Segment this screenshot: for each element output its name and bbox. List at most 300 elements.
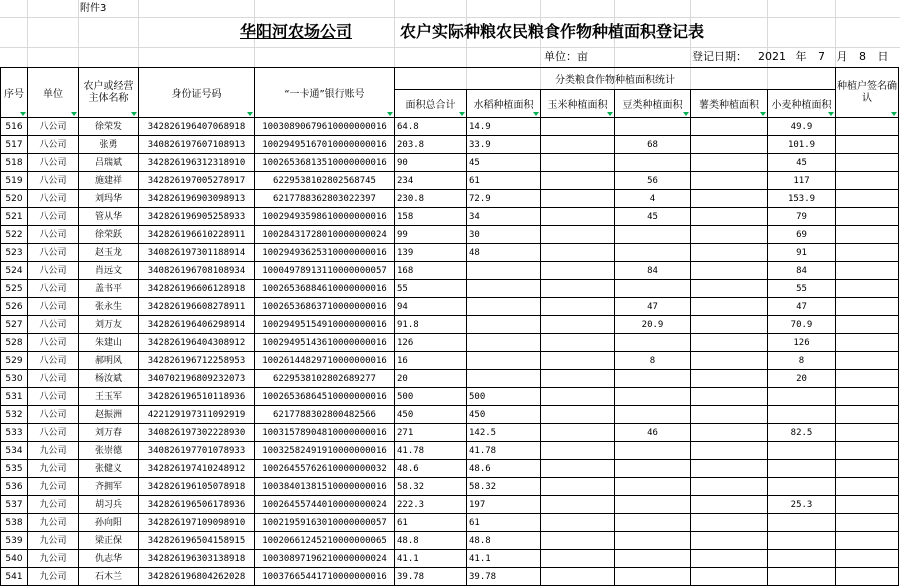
cell-wheat[interactable]: 20 [768,370,836,388]
cell-account[interactable]: 10030890679610000000016 [255,118,395,136]
cell-potato[interactable] [691,244,768,262]
cell-rice[interactable]: 197 [467,496,541,514]
filter-arrow-icon[interactable] [387,112,393,116]
cell-total[interactable]: 20 [395,370,467,388]
cell-corn[interactable] [541,280,615,298]
cell-wheat[interactable]: 45 [768,154,836,172]
cell-seq[interactable]: 535 [1,460,28,478]
cell-rice[interactable] [467,334,541,352]
cell-rice[interactable]: 30 [467,226,541,244]
cell-unit[interactable]: 八公司 [28,190,79,208]
cell-corn[interactable] [541,298,615,316]
cell-sign[interactable] [836,406,899,424]
cell-account[interactable]: 10026536864510000000016 [255,388,395,406]
header-unit[interactable]: 单位 [28,68,79,118]
cell-wheat[interactable]: 69 [768,226,836,244]
filter-arrow-icon[interactable] [891,112,897,116]
filter-arrow-icon[interactable] [247,112,253,116]
cell-id[interactable]: 342826197410248912 [139,460,255,478]
cell-seq[interactable]: 538 [1,514,28,532]
cell-sign[interactable] [836,496,899,514]
cell-name[interactable]: 盖书平 [79,280,139,298]
cell-sign[interactable] [836,442,899,460]
cell-potato[interactable] [691,496,768,514]
cell-potato[interactable] [691,334,768,352]
cell-corn[interactable] [541,172,615,190]
cell-bean[interactable] [615,388,691,406]
cell-name[interactable]: 刘万友 [79,316,139,334]
cell-wheat[interactable]: 153.9 [768,190,836,208]
cell-bean[interactable] [615,532,691,550]
cell-unit[interactable]: 八公司 [28,352,79,370]
cell-sign[interactable] [836,262,899,280]
cell-bean[interactable]: 84 [615,262,691,280]
cell-wheat[interactable]: 8 [768,352,836,370]
cell-bean[interactable] [615,226,691,244]
cell-sign[interactable] [836,568,899,586]
cell-wheat[interactable]: 49.9 [768,118,836,136]
cell-id[interactable]: 342826196606128918 [139,280,255,298]
cell-account[interactable]: 6217788362803022397 [255,190,395,208]
cell-id[interactable]: 342826196312318910 [139,154,255,172]
cell-name[interactable]: 齐拥军 [79,478,139,496]
cell-corn[interactable] [541,154,615,172]
cell-total[interactable]: 39.78 [395,568,467,586]
cell-wheat[interactable] [768,442,836,460]
cell-seq[interactable]: 526 [1,298,28,316]
cell-sign[interactable] [836,190,899,208]
cell-sign[interactable] [836,352,899,370]
cell-total[interactable]: 203.8 [395,136,467,154]
cell-seq[interactable]: 539 [1,532,28,550]
header-rice[interactable]: 水稻种植面积 [467,90,541,118]
cell-wheat[interactable] [768,406,836,424]
cell-seq[interactable]: 522 [1,226,28,244]
cell-unit[interactable]: 九公司 [28,550,79,568]
cell-account[interactable]: 10026455762610000000032 [255,460,395,478]
cell-bean[interactable] [615,154,691,172]
cell-sign[interactable] [836,280,899,298]
cell-potato[interactable] [691,550,768,568]
cell-seq[interactable]: 529 [1,352,28,370]
cell-wheat[interactable] [768,460,836,478]
cell-corn[interactable] [541,136,615,154]
cell-account[interactable]: 10031578904810000000016 [255,424,395,442]
cell-account[interactable]: 10029495167010000000016 [255,136,395,154]
cell-account[interactable]: 10028431728010000000024 [255,226,395,244]
cell-bean[interactable] [615,460,691,478]
cell-name[interactable]: 刘万春 [79,424,139,442]
filter-arrow-icon[interactable] [683,112,689,116]
cell-rice[interactable]: 48.8 [467,532,541,550]
cell-name[interactable]: 石木兰 [79,568,139,586]
cell-rice[interactable] [467,280,541,298]
cell-account[interactable]: 10004978913110000000057 [255,262,395,280]
filter-arrow-icon[interactable] [71,112,77,116]
cell-sign[interactable] [836,334,899,352]
cell-id[interactable]: 342826196804262028 [139,568,255,586]
cell-corn[interactable] [541,532,615,550]
cell-rice[interactable]: 39.78 [467,568,541,586]
cell-rice[interactable]: 58.32 [467,478,541,496]
cell-sign[interactable] [836,424,899,442]
cell-account[interactable]: 10026455744010000000024 [255,496,395,514]
cell-total[interactable]: 230.8 [395,190,467,208]
cell-bean[interactable] [615,568,691,586]
cell-bean[interactable] [615,514,691,532]
cell-potato[interactable] [691,190,768,208]
cell-total[interactable]: 234 [395,172,467,190]
cell-total[interactable]: 94 [395,298,467,316]
cell-total[interactable]: 168 [395,262,467,280]
filter-arrow-icon[interactable] [760,112,766,116]
cell-name[interactable]: 肖远文 [79,262,139,280]
cell-wheat[interactable] [768,478,836,496]
cell-name[interactable]: 管从华 [79,208,139,226]
cell-total[interactable]: 222.3 [395,496,467,514]
cell-account[interactable]: 10026536813510000000016 [255,154,395,172]
header-total[interactable]: 面积总合计 [395,90,467,118]
cell-name[interactable]: 孙向阳 [79,514,139,532]
cell-unit[interactable]: 八公司 [28,298,79,316]
cell-id[interactable]: 342826196504158915 [139,532,255,550]
cell-unit[interactable]: 九公司 [28,568,79,586]
cell-account[interactable]: 10032582491910000000016 [255,442,395,460]
cell-wheat[interactable]: 101.9 [768,136,836,154]
cell-corn[interactable] [541,190,615,208]
cell-unit[interactable]: 九公司 [28,496,79,514]
cell-bean[interactable] [615,550,691,568]
cell-name[interactable]: 张崇德 [79,442,139,460]
cell-wheat[interactable] [768,514,836,532]
cell-seq[interactable]: 537 [1,496,28,514]
cell-corn[interactable] [541,424,615,442]
cell-unit[interactable]: 八公司 [28,280,79,298]
cell-corn[interactable] [541,316,615,334]
cell-account[interactable]: 10030897196210000000024 [255,550,395,568]
cell-wheat[interactable]: 25.3 [768,496,836,514]
cell-corn[interactable] [541,352,615,370]
cell-potato[interactable] [691,370,768,388]
cell-rice[interactable]: 14.9 [467,118,541,136]
cell-seq[interactable]: 532 [1,406,28,424]
cell-seq[interactable]: 528 [1,334,28,352]
cell-potato[interactable] [691,226,768,244]
cell-name[interactable]: 杨汝斌 [79,370,139,388]
cell-potato[interactable] [691,424,768,442]
cell-wheat[interactable]: 91 [768,244,836,262]
cell-bean[interactable] [615,406,691,424]
cell-bean[interactable]: 45 [615,208,691,226]
cell-unit[interactable]: 八公司 [28,424,79,442]
cell-potato[interactable] [691,172,768,190]
cell-seq[interactable]: 520 [1,190,28,208]
header-potato[interactable]: 薯类种植面积 [691,90,768,118]
filter-arrow-icon[interactable] [607,112,613,116]
cell-id[interactable]: 342826196105078918 [139,478,255,496]
cell-corn[interactable] [541,568,615,586]
cell-unit[interactable]: 九公司 [28,478,79,496]
cell-rice[interactable]: 41.1 [467,550,541,568]
cell-rice[interactable]: 48.6 [467,460,541,478]
cell-name[interactable]: 张永生 [79,298,139,316]
cell-id[interactable]: 342826196903098913 [139,190,255,208]
cell-sign[interactable] [836,154,899,172]
cell-id[interactable]: 342826196404308912 [139,334,255,352]
cell-id[interactable]: 340702196809232073 [139,370,255,388]
cell-corn[interactable] [541,334,615,352]
cell-account[interactable]: 6217788302800482566 [255,406,395,424]
cell-total[interactable]: 55 [395,280,467,298]
cell-id[interactable]: 342826196905258933 [139,208,255,226]
filter-arrow-icon[interactable] [828,112,834,116]
cell-sign[interactable] [836,478,899,496]
cell-total[interactable]: 90 [395,154,467,172]
cell-rice[interactable]: 33.9 [467,136,541,154]
cell-wheat[interactable]: 47 [768,298,836,316]
cell-total[interactable]: 99 [395,226,467,244]
cell-rice[interactable] [467,352,541,370]
cell-total[interactable]: 450 [395,406,467,424]
cell-seq[interactable]: 527 [1,316,28,334]
cell-sign[interactable] [836,226,899,244]
cell-potato[interactable] [691,478,768,496]
cell-wheat[interactable]: 82.5 [768,424,836,442]
cell-total[interactable]: 41.78 [395,442,467,460]
cell-seq[interactable]: 531 [1,388,28,406]
cell-id[interactable]: 342826196610228911 [139,226,255,244]
cell-name[interactable]: 郝明风 [79,352,139,370]
cell-name[interactable]: 吕瑞斌 [79,154,139,172]
cell-rice[interactable]: 450 [467,406,541,424]
cell-account[interactable]: 10038401381510000000016 [255,478,395,496]
cell-unit[interactable]: 八公司 [28,334,79,352]
cell-bean[interactable] [615,118,691,136]
cell-account[interactable]: 10029493598610000000016 [255,208,395,226]
cell-potato[interactable] [691,136,768,154]
header-subject[interactable]: 农户或经营主体名称 [79,68,139,118]
cell-sign[interactable] [836,136,899,154]
cell-unit[interactable]: 八公司 [28,172,79,190]
cell-bean[interactable] [615,478,691,496]
cell-account[interactable]: 10026536863710000000016 [255,298,395,316]
cell-total[interactable]: 91.8 [395,316,467,334]
cell-corn[interactable] [541,262,615,280]
cell-unit[interactable]: 八公司 [28,244,79,262]
cell-bean[interactable]: 8 [615,352,691,370]
header-id[interactable]: 身份证号码 [139,68,255,118]
cell-wheat[interactable] [768,550,836,568]
cell-account[interactable]: 10029495143610000000016 [255,334,395,352]
cell-potato[interactable] [691,118,768,136]
cell-id[interactable]: 340826197607108913 [139,136,255,154]
cell-account[interactable]: 10026144829710000000016 [255,352,395,370]
cell-seq[interactable]: 525 [1,280,28,298]
cell-potato[interactable] [691,298,768,316]
header-account[interactable]: “一卡通”银行账号 [255,68,395,118]
cell-total[interactable]: 16 [395,352,467,370]
cell-id[interactable]: 342826196712258953 [139,352,255,370]
cell-potato[interactable] [691,514,768,532]
cell-account[interactable]: 10037665441710000000016 [255,568,395,586]
cell-rice[interactable]: 45 [467,154,541,172]
cell-rice[interactable]: 48 [467,244,541,262]
cell-id[interactable]: 340826197701078933 [139,442,255,460]
cell-seq[interactable]: 533 [1,424,28,442]
cell-sign[interactable] [836,118,899,136]
cell-bean[interactable]: 20.9 [615,316,691,334]
cell-wheat[interactable]: 117 [768,172,836,190]
cell-corn[interactable] [541,460,615,478]
cell-bean[interactable]: 68 [615,136,691,154]
cell-sign[interactable] [836,370,899,388]
cell-name[interactable]: 施建祥 [79,172,139,190]
cell-corn[interactable] [541,226,615,244]
cell-id[interactable]: 342826196506178936 [139,496,255,514]
cell-unit[interactable]: 八公司 [28,208,79,226]
cell-sign[interactable] [836,388,899,406]
cell-potato[interactable] [691,316,768,334]
cell-corn[interactable] [541,118,615,136]
cell-sign[interactable] [836,532,899,550]
cell-unit[interactable]: 九公司 [28,532,79,550]
cell-name[interactable]: 徐荣发 [79,118,139,136]
cell-unit[interactable]: 八公司 [28,262,79,280]
cell-seq[interactable]: 524 [1,262,28,280]
cell-seq[interactable]: 523 [1,244,28,262]
cell-id[interactable]: 342826197005278917 [139,172,255,190]
cell-corn[interactable] [541,406,615,424]
cell-account[interactable]: 10021959163010000000057 [255,514,395,532]
cell-id[interactable]: 342826196608278911 [139,298,255,316]
cell-id[interactable]: 342826196406298914 [139,316,255,334]
cell-rice[interactable]: 61 [467,514,541,532]
cell-rice[interactable]: 61 [467,172,541,190]
cell-id[interactable]: 422129197311092919 [139,406,255,424]
filter-arrow-icon[interactable] [131,112,137,116]
cell-wheat[interactable]: 70.9 [768,316,836,334]
cell-total[interactable]: 48.8 [395,532,467,550]
cell-unit[interactable]: 八公司 [28,316,79,334]
cell-account[interactable]: 6229538102802568745 [255,172,395,190]
cell-sign[interactable] [836,172,899,190]
cell-name[interactable]: 张勇 [79,136,139,154]
cell-rice[interactable]: 41.78 [467,442,541,460]
cell-name[interactable]: 胡习兵 [79,496,139,514]
header-seq[interactable]: 序号 [1,68,28,118]
cell-bean[interactable] [615,442,691,460]
cell-total[interactable]: 158 [395,208,467,226]
cell-wheat[interactable]: 84 [768,262,836,280]
cell-account[interactable]: 10029493625310000000016 [255,244,395,262]
cell-total[interactable]: 41.1 [395,550,467,568]
cell-name[interactable]: 张健义 [79,460,139,478]
cell-sign[interactable] [836,298,899,316]
cell-rice[interactable]: 72.9 [467,190,541,208]
cell-sign[interactable] [836,316,899,334]
cell-wheat[interactable]: 79 [768,208,836,226]
cell-corn[interactable] [541,514,615,532]
cell-rice[interactable]: 500 [467,388,541,406]
cell-total[interactable]: 500 [395,388,467,406]
cell-bean[interactable]: 47 [615,298,691,316]
cell-bean[interactable] [615,280,691,298]
cell-account[interactable]: 10029495154910000000016 [255,316,395,334]
cell-bean[interactable] [615,244,691,262]
cell-seq[interactable]: 519 [1,172,28,190]
cell-account[interactable]: 10020661245210000000065 [255,532,395,550]
cell-seq[interactable]: 516 [1,118,28,136]
cell-id[interactable]: 342826197109098910 [139,514,255,532]
cell-corn[interactable] [541,208,615,226]
cell-bean[interactable] [615,370,691,388]
cell-bean[interactable] [615,334,691,352]
cell-seq[interactable]: 517 [1,136,28,154]
cell-name[interactable]: 梁正保 [79,532,139,550]
cell-bean[interactable]: 56 [615,172,691,190]
cell-sign[interactable] [836,208,899,226]
cell-name[interactable]: 赵玉龙 [79,244,139,262]
cell-unit[interactable]: 八公司 [28,118,79,136]
cell-wheat[interactable]: 55 [768,280,836,298]
cell-name[interactable]: 王玉军 [79,388,139,406]
cell-seq[interactable]: 518 [1,154,28,172]
cell-corn[interactable] [541,442,615,460]
header-sign[interactable]: 种植户签名确认 [836,68,899,118]
cell-corn[interactable] [541,370,615,388]
cell-rice[interactable] [467,370,541,388]
cell-bean[interactable] [615,496,691,514]
cell-bean[interactable]: 46 [615,424,691,442]
cell-unit[interactable]: 八公司 [28,370,79,388]
cell-corn[interactable] [541,550,615,568]
header-corn[interactable]: 玉米种植面积 [541,90,615,118]
cell-rice[interactable] [467,262,541,280]
cell-wheat[interactable] [768,532,836,550]
cell-potato[interactable] [691,442,768,460]
cell-total[interactable]: 139 [395,244,467,262]
cell-sign[interactable] [836,460,899,478]
cell-potato[interactable] [691,460,768,478]
cell-wheat[interactable] [768,388,836,406]
cell-potato[interactable] [691,532,768,550]
cell-corn[interactable] [541,478,615,496]
cell-total[interactable]: 48.6 [395,460,467,478]
cell-sign[interactable] [836,550,899,568]
cell-rice[interactable]: 34 [467,208,541,226]
cell-name[interactable]: 朱建山 [79,334,139,352]
cell-account[interactable]: 6229538102802689277 [255,370,395,388]
cell-unit[interactable]: 九公司 [28,460,79,478]
cell-id[interactable]: 342826196510118936 [139,388,255,406]
cell-name[interactable]: 徐荣跃 [79,226,139,244]
cell-seq[interactable]: 541 [1,568,28,586]
cell-potato[interactable] [691,154,768,172]
cell-total[interactable]: 271 [395,424,467,442]
cell-unit[interactable]: 八公司 [28,226,79,244]
cell-unit[interactable]: 八公司 [28,136,79,154]
cell-unit[interactable]: 八公司 [28,406,79,424]
cell-id[interactable]: 340826196708108934 [139,262,255,280]
cell-seq[interactable]: 534 [1,442,28,460]
cell-rice[interactable]: 142.5 [467,424,541,442]
cell-total[interactable]: 58.32 [395,478,467,496]
header-bean[interactable]: 豆类种植面积 [615,90,691,118]
cell-name[interactable]: 赵振洲 [79,406,139,424]
cell-corn[interactable] [541,388,615,406]
cell-total[interactable]: 61 [395,514,467,532]
cell-unit[interactable]: 八公司 [28,388,79,406]
